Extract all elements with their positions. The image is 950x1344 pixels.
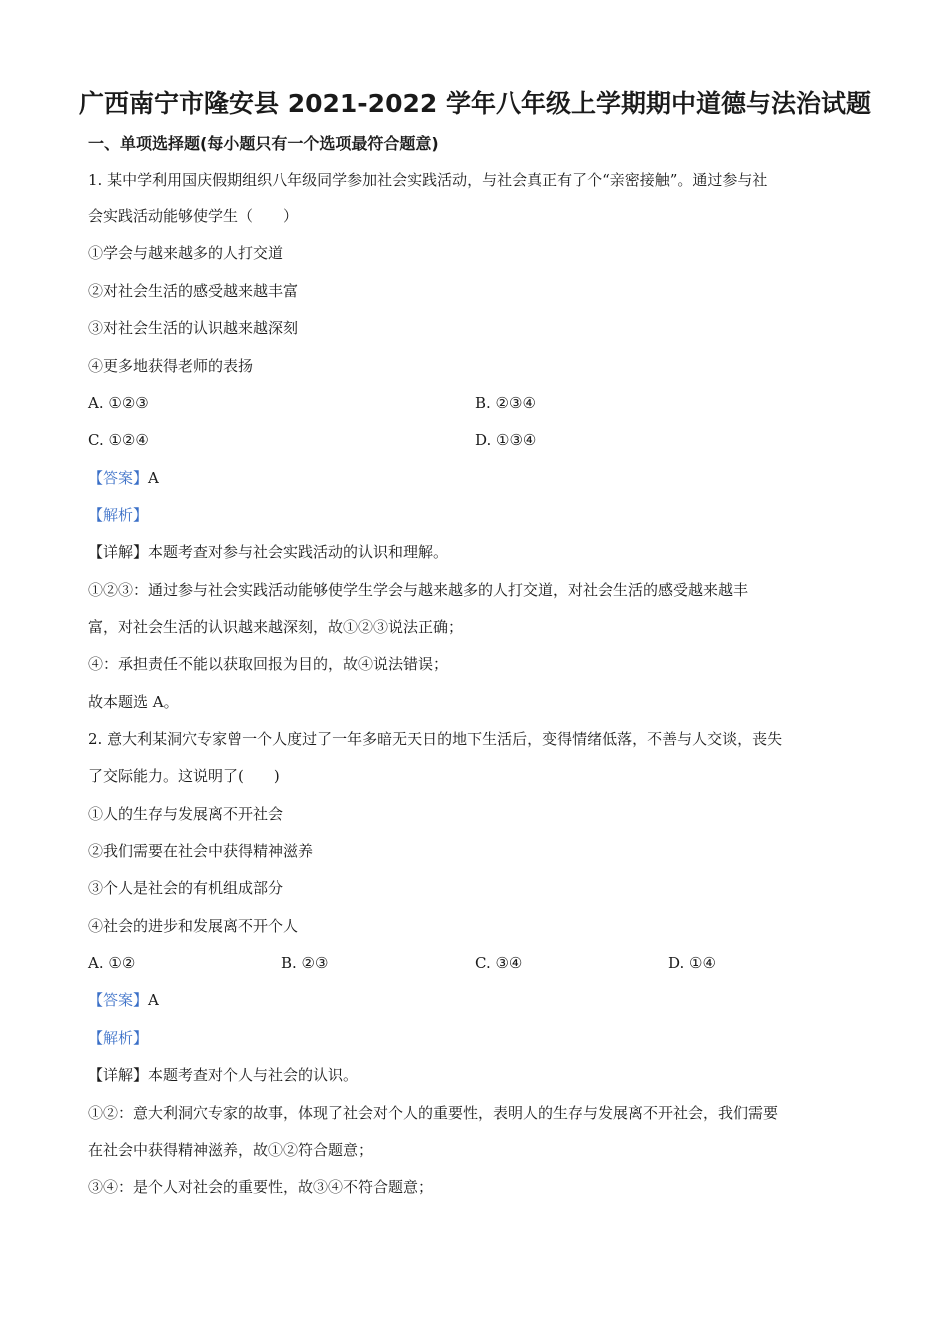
q2-item-4: ④社会的进步和发展离不开个人 — [88, 917, 299, 935]
q2-option-c: C. ③④ — [475, 954, 523, 972]
q2-stem-line1: 2. 意大利某洞穴专家曾一个人度过了一年多暗无天日的地下生活后，变得情绪低落，不善与人交谈，丧失 — [88, 730, 783, 748]
q1-option-d: D. ①③④ — [475, 431, 537, 449]
q1-explain-3: ④：承担责任不能以获取回报为目的，故④说法错误； — [88, 655, 449, 673]
q2-item-2: ②我们需要在社会中获得精神滋养 — [88, 842, 314, 860]
q2-explain-1: ①②：意大利洞穴专家的故事，体现了社会对个人的重要性，表明人的生存与发展离不开社会，我们需要 — [88, 1104, 779, 1122]
q1-answer — [88, 468, 159, 488]
section-heading: 一、单项选择题(每小题只有一个选项最符合题意) — [88, 134, 439, 153]
q1-item-1: ①学会与越来越多的人打交道 — [88, 244, 284, 262]
q2-analysis-tag: 【解析】 — [88, 1029, 149, 1047]
q1-detail — [88, 542, 448, 562]
q2-option-b: B. ②③ — [281, 954, 329, 972]
q1-stem-line2: 会实践活动能够使学生（ ） — [88, 207, 299, 225]
q1-explain-2: 富，对社会生活的认识越来越深刻，故①②③说法正确； — [88, 618, 464, 636]
answer-value: A — [148, 469, 159, 487]
q2-stem-line2: 了交际能力。这说明了( ) — [88, 767, 280, 785]
answer-tag: 【答案】 — [88, 469, 149, 487]
q1-item-3: ③对社会生活的认识越来越深刻 — [88, 319, 299, 337]
answer-value: A — [148, 991, 159, 1009]
q1-item-4: ④更多地获得老师的表扬 — [88, 357, 254, 375]
detail-text: 本题考查对个人与社会的认识。 — [148, 1066, 359, 1084]
answer-tag: 【答案】 — [88, 991, 149, 1009]
q2-answer — [88, 990, 159, 1010]
document-title: 广西南宁市隆安县 2021-2022 学年八年级上学期期中道德与法治试题 — [79, 89, 871, 118]
q1-option-c: C. ①②④ — [88, 431, 149, 449]
q1-option-a: A. ①②③ — [88, 394, 149, 412]
q2-detail — [88, 1065, 358, 1085]
q1-explain-1: ①②③：通过参与社会实践活动能够使学生学会与越来越多的人打交道，对社会生活的感受越来越丰 — [88, 581, 749, 599]
q1-option-b: B. ②③④ — [475, 394, 536, 412]
q2-item-3: ③个人是社会的有机组成部分 — [88, 879, 284, 897]
q2-option-d: D. ①④ — [668, 954, 716, 972]
q1-analysis-tag: 【解析】 — [88, 506, 149, 524]
detail-tag: 【详解】 — [88, 543, 149, 561]
detail-tag: 【详解】 — [88, 1066, 149, 1084]
q2-explain-3: ③④：是个人对社会的重要性，故③④不符合题意； — [88, 1178, 434, 1196]
q2-option-a: A. ①② — [88, 954, 136, 972]
detail-text: 本题考查对参与社会实践活动的认识和理解。 — [148, 543, 449, 561]
q2-explain-2: 在社会中获得精神滋养，故①②符合题意； — [88, 1141, 374, 1159]
q1-stem-line1: 1. 某中学利用国庆假期组织八年级同学参加社会实践活动，与社会真正有了个“亲密接触”。通过参与社 — [88, 171, 768, 189]
q1-item-2: ②对社会生活的感受越来越丰富 — [88, 282, 299, 300]
q1-explain-4: 故本题选 A。 — [88, 693, 179, 711]
q2-item-1: ①人的生存与发展离不开社会 — [88, 805, 284, 823]
